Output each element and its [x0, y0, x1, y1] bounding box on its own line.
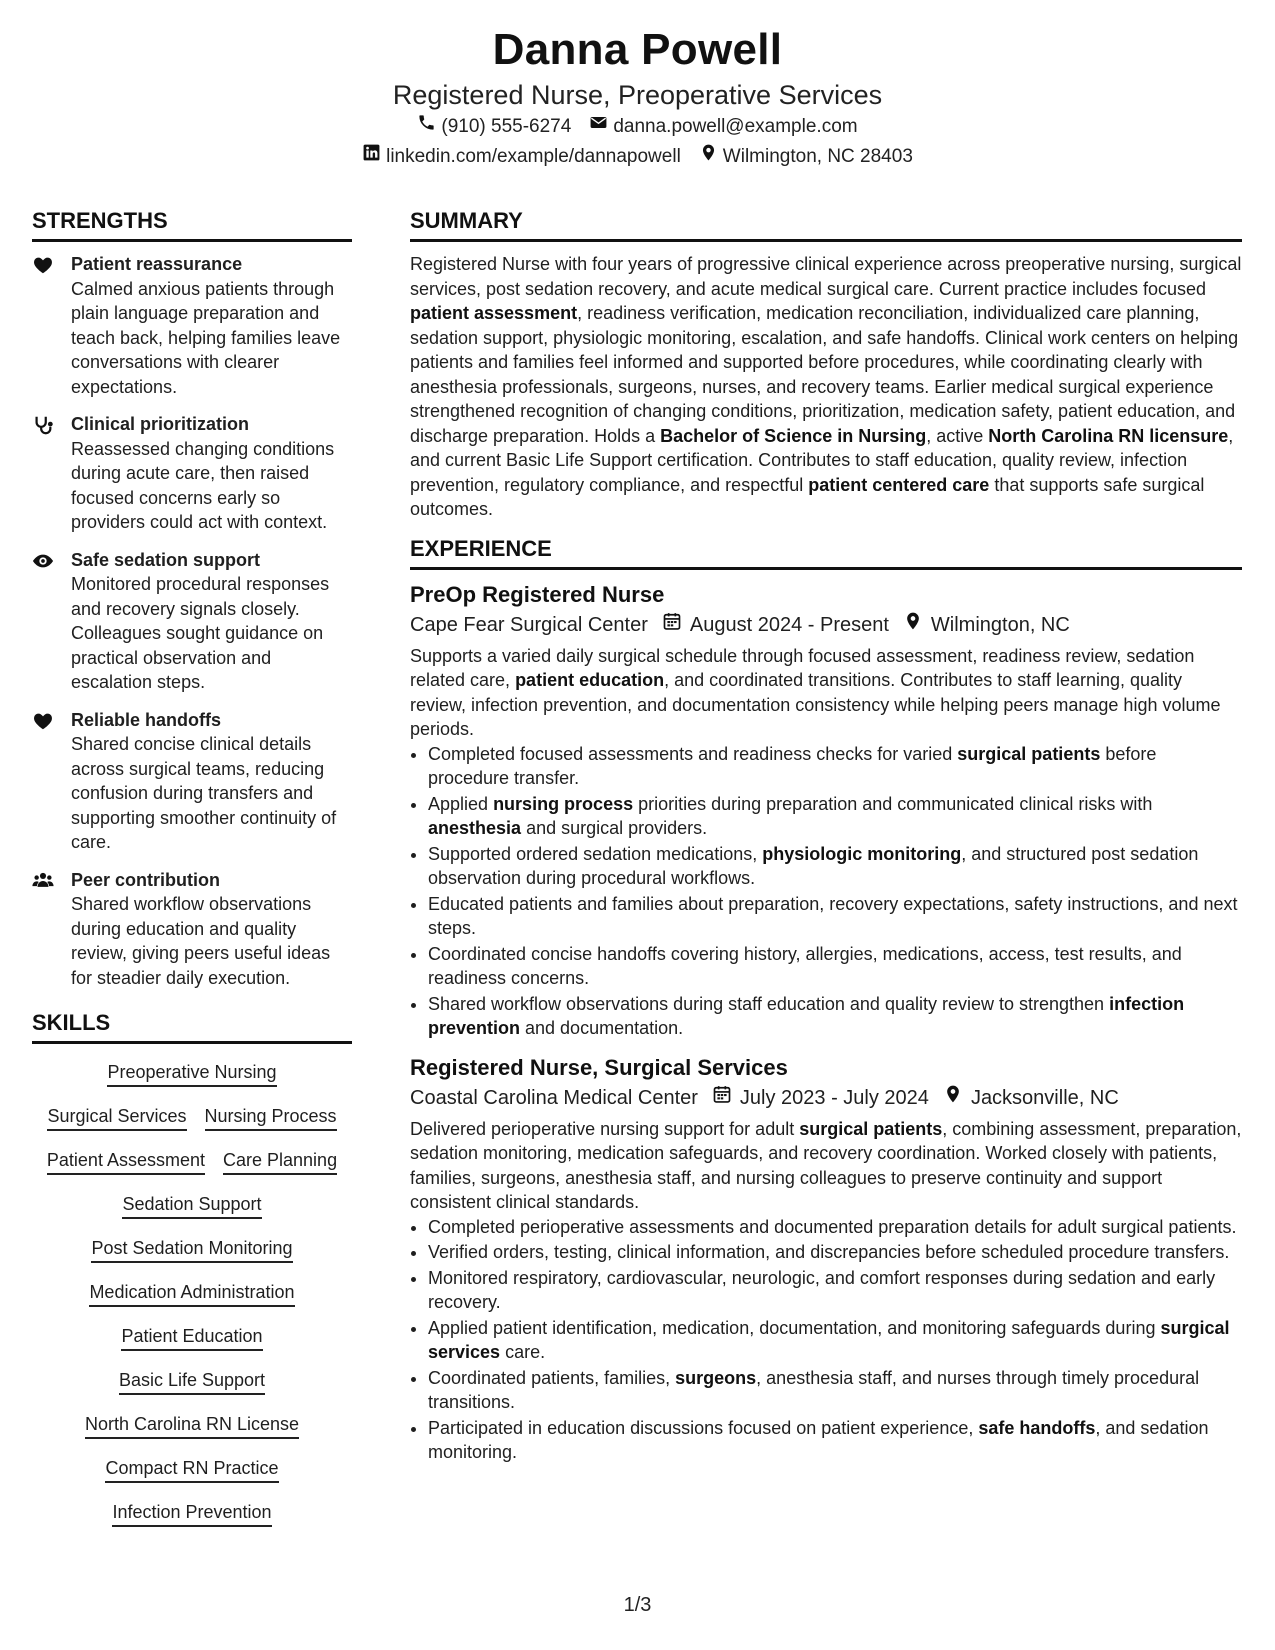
- bold-keyword: infection prevention: [428, 993, 1185, 1038]
- job-bullets: [410, 1215, 1242, 1465]
- text-segment: Delivered perioperative nursing support for adult: [410, 1118, 800, 1139]
- skill-tag: North Carolina RN License: [85, 1412, 299, 1439]
- bold-keyword: Bachelor of Science in Nursing: [660, 425, 927, 446]
- summary-text: [410, 252, 1242, 522]
- bold-keyword: surgeons: [675, 1367, 757, 1388]
- text-segment: Registered Nurse with four years of progressive clinical experience across preoperative nursing, surgical services, post sedation recovery, and acute medical surgical care. Current practice includes focused: [410, 254, 1242, 299]
- bullet-item: [428, 1416, 1242, 1465]
- job-entry: [410, 580, 1242, 1041]
- text-segment: Shared workflow observations during staff education and quality review to strengthen: [428, 993, 1110, 1014]
- strengths-list: [32, 252, 352, 990]
- map-pin-icon: [943, 1083, 963, 1113]
- skill-row: [32, 1192, 352, 1219]
- candidate-role: Registered Nurse, Preoperative Services: [392, 80, 883, 110]
- strength-description: Monitored procedural responses and recovery signals closely. Colleagues sought guidance on practical observation and escalation steps.: [71, 574, 330, 692]
- skill-tag: Patient Education: [121, 1324, 262, 1351]
- skill-tag: Surgical Services: [47, 1104, 186, 1131]
- bold-keyword: nursing process: [493, 793, 634, 814]
- strength-description: Reassessed changing conditions during acute care, then raised focused concerns early so providers could act with context.: [71, 438, 335, 532]
- contact-row-2: [0, 142, 1275, 172]
- location-text: Wilmington, NC: [930, 613, 1070, 636]
- text-segment: Educated patients and families about preparation, recovery expectations, safety instructions, and next steps.: [428, 893, 1238, 938]
- text-segment: , combining assessment, preparation, sedation monitoring, medication safeguards, and recovery coordination. Worked closely with patients, families, surgeons, anesthesia staff, and nursing colleagues to preserve continuity and support consistent clinical standards.: [410, 1118, 1242, 1212]
- linkedin-icon: [362, 142, 381, 172]
- email-contact: [589, 112, 857, 142]
- job-dates: [712, 1083, 929, 1113]
- bold-keyword: patient centered care: [808, 474, 990, 495]
- job-title: PreOp Registered Nurse: [410, 581, 665, 607]
- calendar-icon: [662, 610, 682, 640]
- skills-heading: SKILLS: [32, 1008, 352, 1044]
- skill-row: [32, 1500, 352, 1527]
- company-name: Cape Fear Surgical Center: [410, 613, 648, 636]
- strength-title: Safe sedation support: [71, 549, 261, 570]
- stethoscope-icon: [32, 414, 54, 436]
- text-segment: Applied patient identification, medication, documentation, and monitoring safeguards during: [428, 1317, 1161, 1338]
- bullet-item: [428, 1366, 1242, 1415]
- job-dates: [662, 610, 889, 640]
- text-segment: , readiness verification, medication reconciliation, individualized care planning, sedation support, physiologic monitoring, escalation, and safe handoffs. Clinical work centers on helping patients and families feel informed and supported before procedures, while coordinating clearly with anesthesia professionals, surgeons, nurses, and recovery teams. Earlier medical surgical experience strengthened recognition of changing conditions, prioritization, medication safety, patient education, and discharge preparation. Holds a: [410, 303, 1239, 446]
- skill-row: [32, 1236, 352, 1263]
- location-text: Jacksonville, NC: [970, 1086, 1119, 1109]
- skill-tag: Sedation Support: [122, 1192, 261, 1219]
- users-icon: [32, 870, 54, 892]
- bold-keyword: surgical services: [428, 1317, 1230, 1362]
- bullet-item: [428, 992, 1242, 1041]
- candidate-name: Danna Powell: [492, 25, 783, 74]
- strength-title: Peer contribution: [71, 869, 221, 890]
- text-segment: , and sedation monitoring.: [428, 1417, 1209, 1462]
- text-segment: and documentation.: [520, 1018, 684, 1038]
- skill-row: [32, 1324, 352, 1351]
- bullet-item: [428, 942, 1242, 991]
- text-segment: , and coordinated transitions. Contributes to staff learning, quality review, infection prevention, and documentation consistency while helping peers manage high volume periods.: [410, 670, 1221, 739]
- job-bullets: [410, 742, 1242, 1041]
- strength-title: Patient reassurance: [71, 254, 243, 274]
- skills-list: [32, 1060, 352, 1527]
- text-segment: Supported ordered sedation medications,: [428, 843, 763, 864]
- dates-text: July 2023 - July 2024: [739, 1086, 929, 1109]
- strength-title: Reliable handoffs: [71, 709, 222, 730]
- text-segment: Completed perioperative assessments and documented preparation details for adult surgical patients.: [428, 1216, 1237, 1237]
- page-number: 1/3: [623, 1594, 652, 1616]
- skill-row: [32, 1104, 352, 1131]
- bullet-item: [428, 742, 1242, 791]
- text-segment: Coordinated concise handoffs covering history, allergies, medications, access, test results, and readiness concerns.: [428, 943, 1182, 988]
- text-segment: Verified orders, testing, clinical information, and discrepancies before scheduled procedure transfers.: [428, 1242, 1230, 1262]
- location-text: Wilmington, NC 28403: [722, 146, 913, 167]
- phone-contact: [417, 112, 571, 142]
- map-pin-icon: [699, 142, 718, 172]
- email-link[interactable]: danna.powell@example.com: [613, 116, 858, 137]
- eye-icon: [32, 550, 54, 572]
- bold-keyword: safe handoffs: [978, 1417, 1096, 1438]
- bold-keyword: surgical patients: [957, 743, 1101, 764]
- phone-icon: [417, 112, 436, 142]
- strength-item: [32, 548, 352, 695]
- skill-tag: Medication Administration: [89, 1280, 294, 1307]
- skill-tag: Patient Assessment: [47, 1148, 205, 1175]
- job-title: Registered Nurse, Surgical Services: [410, 1054, 788, 1080]
- company-name: Coastal Carolina Medical Center: [410, 1086, 698, 1109]
- text-segment: Participated in education discussions focused on patient experience,: [428, 1417, 979, 1438]
- strength-description: Shared workflow observations during education and quality review, giving peers useful ideas for steadier daily execution.: [71, 894, 331, 988]
- bullet-item: [428, 1240, 1242, 1265]
- text-segment: and surgical providers.: [521, 818, 708, 838]
- skill-tag: Post Sedation Monitoring: [91, 1236, 292, 1263]
- text-segment: , and current Basic Life Support certification. Contributes to staff education, quality review, infection prevention, regulatory compliance, and respectful: [410, 425, 1234, 495]
- text-segment: , anesthesia staff, and nurses through timely procedural transitions.: [428, 1367, 1200, 1412]
- text-segment: , and structured post sedation observation during procedural workflows.: [428, 843, 1199, 888]
- bullet-item: [428, 1215, 1242, 1240]
- skill-tag: Nursing Process: [205, 1104, 337, 1131]
- bold-keyword: patient education: [515, 670, 665, 690]
- skill-row: [32, 1060, 352, 1087]
- skill-row: [32, 1280, 352, 1307]
- skill-tag: Compact RN Practice: [105, 1456, 278, 1483]
- text-segment: that supports safe surgical outcomes.: [410, 474, 1205, 519]
- left-column: [32, 206, 352, 1544]
- right-column: [410, 206, 1242, 1477]
- strength-item: [32, 868, 352, 991]
- envelope-icon: [589, 112, 608, 142]
- text-segment: priorities during preparation and communicated clinical risks with: [633, 793, 1153, 814]
- bullet-item: [428, 1316, 1242, 1365]
- linkedin-contact: [362, 142, 681, 172]
- bold-keyword: surgical patients: [799, 1118, 943, 1139]
- heart-icon: [32, 710, 54, 732]
- resume-header: [0, 22, 1275, 172]
- bold-keyword: patient assessment: [410, 303, 578, 323]
- location-contact: [699, 142, 913, 172]
- skill-row: [32, 1368, 352, 1395]
- strength-title: Clinical prioritization: [71, 414, 250, 434]
- strengths-heading: STRENGTHS: [32, 206, 352, 242]
- text-segment: before procedure transfer.: [428, 743, 1157, 788]
- strength-item: [32, 252, 352, 399]
- map-pin-icon: [903, 610, 923, 640]
- jobs-list: [410, 580, 1242, 1465]
- text-segment: Supports a varied daily surgical schedule through focused assessment, readiness review, sedation related care,: [410, 645, 1195, 690]
- text-segment: care.: [500, 1342, 546, 1362]
- bullet-item: [428, 1266, 1242, 1315]
- strength-item: [32, 412, 352, 535]
- text-segment: Completed focused assessments and readiness checks for varied: [428, 743, 958, 764]
- job-description: [410, 644, 1242, 742]
- job-location: [943, 1083, 1119, 1113]
- summary-heading: SUMMARY: [410, 206, 1242, 242]
- text-segment: Monitored respiratory, cardiovascular, neurologic, and comfort responses during sedation and early recovery.: [428, 1267, 1216, 1312]
- bullet-item: [428, 892, 1242, 941]
- text-segment: Applied: [428, 793, 494, 814]
- strength-description: Calmed anxious patients through plain language preparation and teach back, helping families leave conversations with clearer expectations.: [71, 278, 341, 397]
- bold-keyword: physiologic monitoring: [762, 843, 962, 864]
- job-entry: [410, 1053, 1242, 1465]
- skill-tag: Basic Life Support: [119, 1368, 265, 1395]
- contact-row-1: [0, 112, 1275, 142]
- bullet-item: [428, 842, 1242, 891]
- text-segment: , active: [926, 425, 989, 446]
- calendar-icon: [712, 1083, 732, 1113]
- bullet-item: [428, 792, 1242, 841]
- bold-keyword: anesthesia: [428, 818, 522, 838]
- strength-item: [32, 708, 352, 855]
- heart-icon: [32, 254, 54, 276]
- skill-row: [32, 1412, 352, 1439]
- skill-row: [32, 1148, 352, 1175]
- skill-tag: Infection Prevention: [112, 1500, 271, 1527]
- skill-tag: Care Planning: [223, 1148, 337, 1175]
- linkedin-link[interactable]: linkedin.com/example/dannapowell: [386, 146, 681, 167]
- job-meta: [410, 610, 1242, 640]
- dates-text: August 2024 - Present: [689, 613, 889, 636]
- strength-description: Shared concise clinical details across surgical teams, reducing confusion during transfers and supporting smoother continuity of care.: [71, 734, 337, 852]
- bold-keyword: North Carolina RN licensure: [988, 425, 1229, 446]
- text-segment: Coordinated patients, families,: [428, 1367, 676, 1388]
- skill-tag: Preoperative Nursing: [107, 1060, 276, 1087]
- phone-text[interactable]: (910) 555-6274: [441, 116, 572, 137]
- job-description: [410, 1117, 1242, 1215]
- job-location: [903, 610, 1070, 640]
- experience-heading: EXPERIENCE: [410, 534, 1242, 570]
- job-meta: [410, 1083, 1242, 1113]
- skill-row: [32, 1456, 352, 1483]
